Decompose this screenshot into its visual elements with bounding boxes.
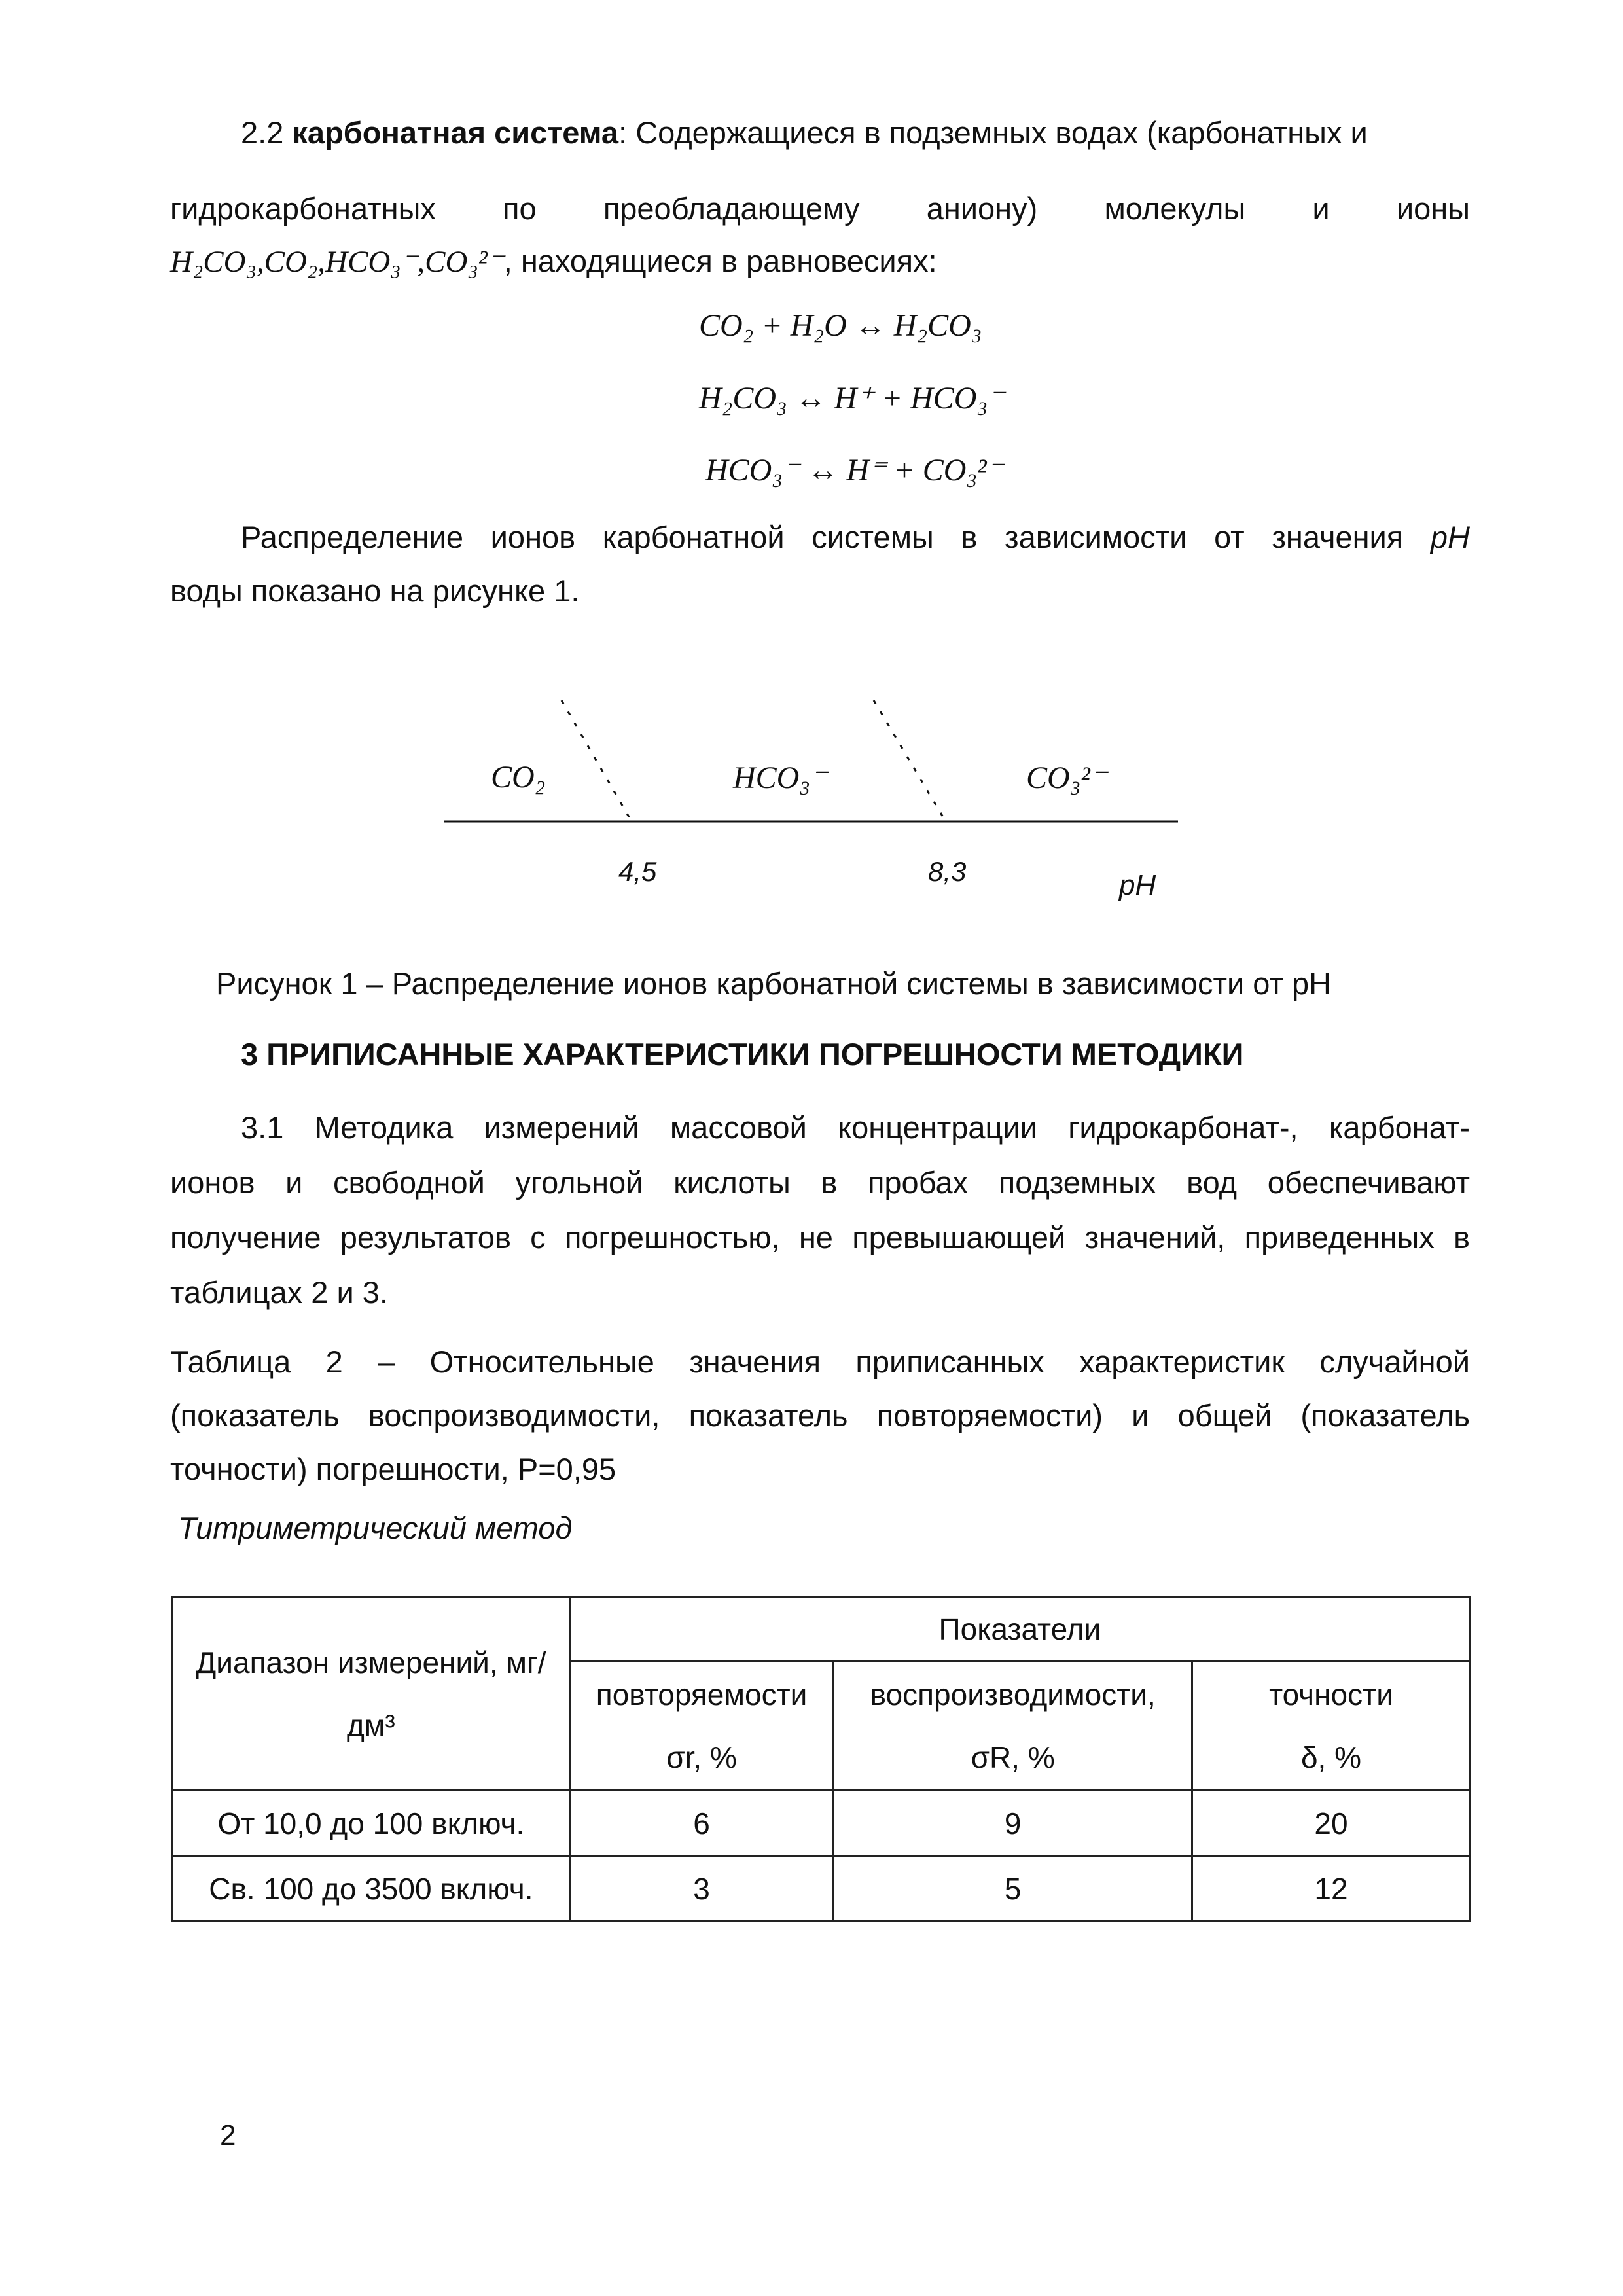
tick-4-5: 4,5 (618, 856, 657, 887)
header-accuracy: точности δ, % (1192, 1661, 1470, 1791)
header-repeatability: повторяемости σr, % (569, 1661, 834, 1791)
section-3-para-line4: таблицах 2 и 3. (170, 1275, 388, 1310)
section-2-2-rest: : Содержащиеся в подземных водах (карбонатных и (618, 115, 1368, 150)
distribution-text: Распределение ионов карбонатной системы в зависимости от значения (241, 520, 1404, 554)
section-3-para-line3: получение результатов с погрешностью, не превышающей значений, приведенных в (170, 1220, 1470, 1255)
tick-8-3: 8,3 (928, 856, 967, 887)
figure-caption: Рисунок 1 – Распределение ионов карбонатной системы в зависимости от pH (216, 966, 1332, 1001)
section-3-heading: 3 ПРИПИСАННЫЕ ХАРАКТЕРИСТИКИ ПОГРЕШНОСТИ МЕТОДИКИ (241, 1037, 1244, 1071)
equation-3: HCO₃⁻ ↔ H⁼ + CO₃²⁻ (705, 453, 1003, 488)
equation-1: CO₂ + H₂O ↔ H₂CO₃ (699, 308, 982, 343)
boundary-8-3 (874, 700, 946, 821)
section-2-2-line3 (170, 233, 1470, 290)
section-2-2-line2: гидрокарбонатных по преобладающему аниону) молекулы и ионы (170, 191, 1470, 226)
ions-formula: H₂CO₃,CO₂,HCO₃⁻,CO₃²⁻ (170, 245, 504, 279)
header-range: Диапазон измерений, мг/дм³ (173, 1597, 570, 1791)
cell-reprod: 9 (834, 1791, 1192, 1856)
section-2-2-line1 (241, 105, 1470, 161)
distribution-line2: воды показано на рисунке 1. (170, 573, 580, 608)
cell-range: Св. 100 до 3500 включ. (173, 1856, 570, 1922)
label-co3: CO₃²⁻ (1026, 761, 1107, 795)
axis-label-ph: pH (1119, 869, 1156, 901)
page-number: 2 (220, 2119, 236, 2151)
term-bold: карбонатная система (292, 115, 619, 150)
label-hco3: HCO₃⁻ (733, 761, 827, 795)
section-3-para-line1: 3.1 Методика измерений массовой концентрации гидрокарбонат-, карбонат- (241, 1110, 1470, 1145)
cell-repeat: 3 (569, 1856, 834, 1922)
table-2-title-line2: (показатель воспроизводимости, показатель повторяемости) и общей (показатель (170, 1398, 1470, 1433)
header-reproducibility: воспроизводимости, σR, % (834, 1661, 1192, 1791)
figure-1-diagram (0, 681, 1623, 916)
ph-label: pH (1430, 520, 1471, 554)
cell-accuracy: 20 (1192, 1791, 1470, 1856)
table-row (173, 1856, 1471, 1922)
table-2-title-line3: точности) погрешности, P=0,95 (170, 1452, 616, 1486)
table-row (173, 1791, 1471, 1856)
header-indicators: Показатели (569, 1597, 1470, 1661)
equation-2: H₂CO₃ ↔ H⁺ + HCO₃⁻ (699, 381, 1005, 416)
table-2-method: Титриметрический метод (178, 1511, 573, 1545)
label-co2: CO₂ (491, 760, 546, 795)
cell-range: От 10,0 до 100 включ. (173, 1791, 570, 1856)
distribution-line1 (241, 509, 1470, 565)
table-2-title-line1: Таблица 2 – Относительные значения приписанных характеристик случайной (170, 1344, 1470, 1379)
cell-repeat: 6 (569, 1791, 834, 1856)
cell-reprod: 5 (834, 1856, 1192, 1922)
table-2 (171, 1596, 1471, 1922)
section-3-para-line2: ионов и свободной угольной кислоты в пробах подземных вод обеспечивают (170, 1165, 1470, 1200)
cell-accuracy: 12 (1192, 1856, 1470, 1922)
section-number: 2.2 (241, 115, 284, 150)
section-2-2-tail: , находящиеся в равновесиях: (503, 243, 937, 278)
boundary-4-5 (562, 700, 632, 821)
